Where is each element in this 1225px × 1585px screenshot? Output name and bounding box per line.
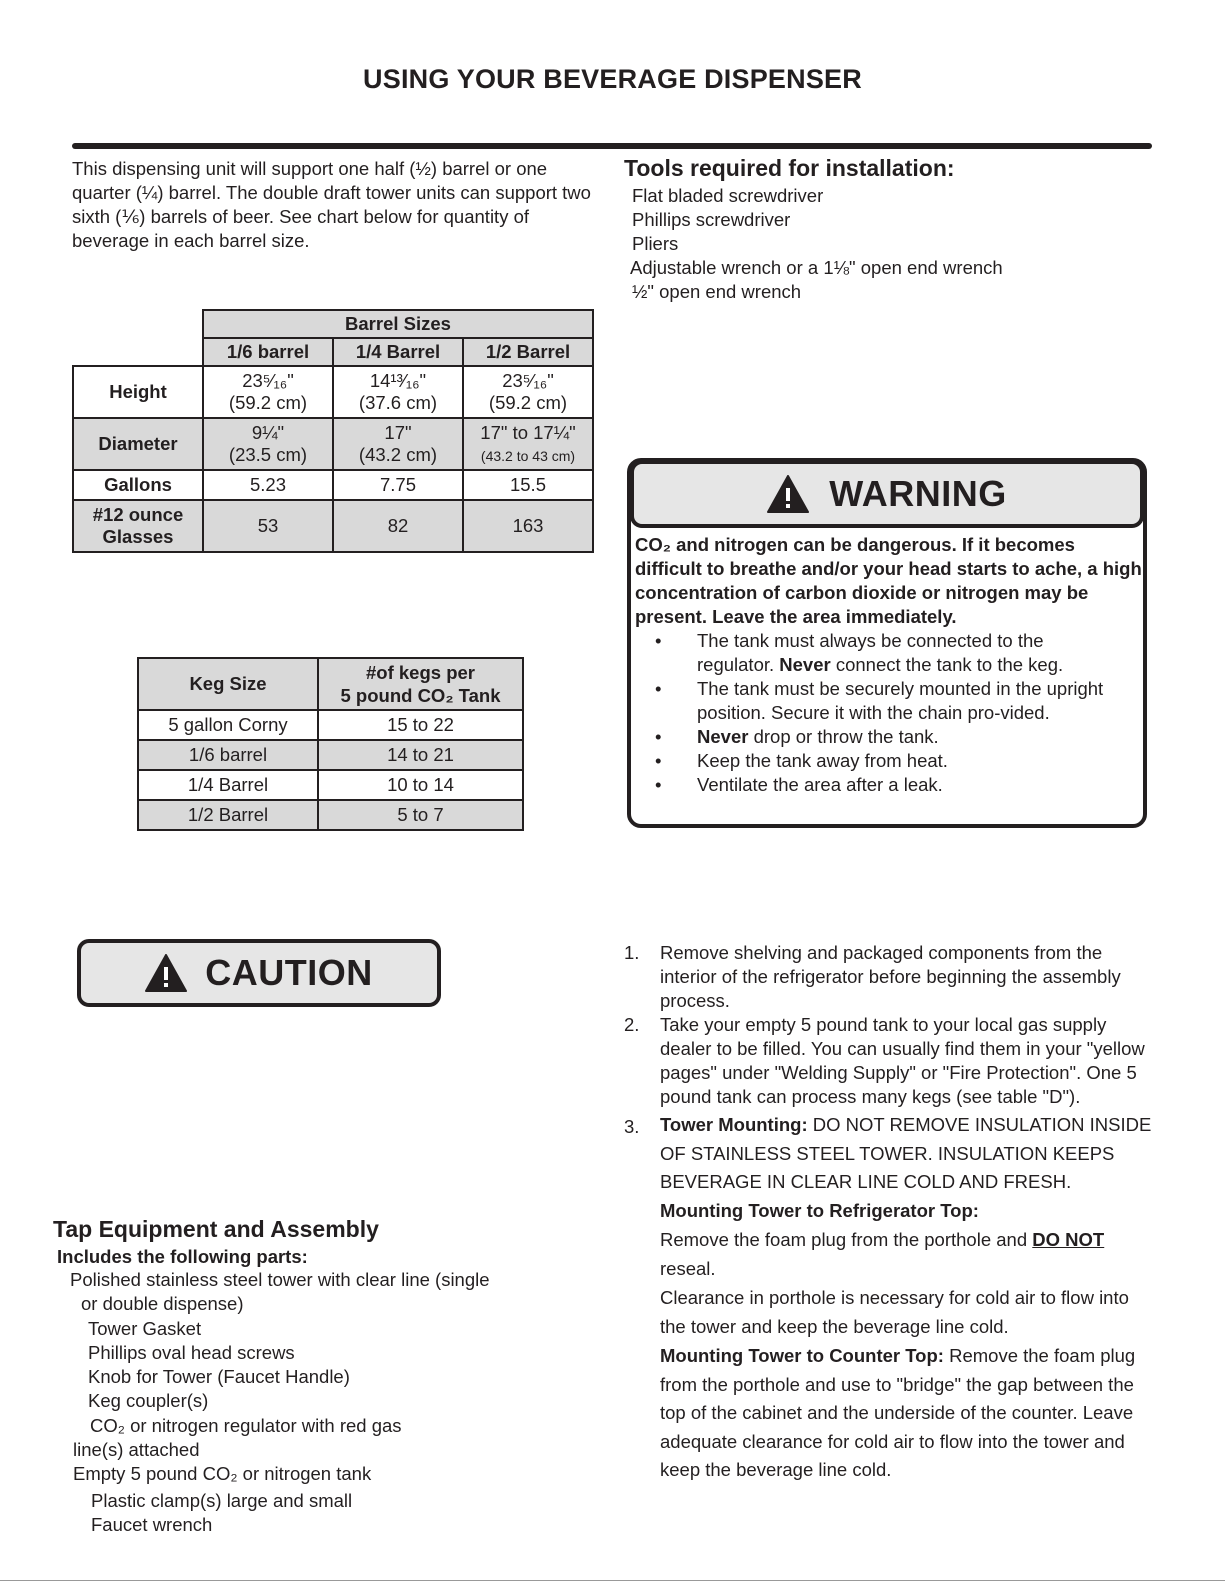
tool-item: Adjustable wrench or a 1⅛" open end wrench	[630, 257, 1003, 278]
warning-list	[655, 629, 1125, 797]
column-header: #of kegs per 5 pound CO₂ Tank	[318, 658, 523, 710]
caution-triangle-icon	[145, 954, 187, 992]
warning-item: • Ventilate the area after a leak.	[655, 774, 943, 795]
tap-subheading: Includes the following parts:	[57, 1246, 308, 1267]
table-cell: 10 to 14	[318, 770, 523, 800]
warning-triangle-icon	[767, 475, 809, 513]
table-row	[73, 500, 593, 552]
table-cell: 5 gallon Corny	[138, 710, 318, 740]
table-cell: 1/4 Barrel	[138, 770, 318, 800]
part-item: or double dispense)	[81, 1293, 244, 1314]
tools-list	[632, 184, 1003, 304]
table-row	[138, 710, 523, 740]
table-row	[138, 740, 523, 770]
row-label: #12 ounce Glasses	[73, 500, 203, 552]
table-row	[73, 366, 593, 418]
intro-paragraph: This dispensing unit will support one half (½) barrel or one quarter (¼) barrel. The double draft tower units can support two sixth (⅙) barrels of beer. See chart below for quantity of beverage in each barrel size.	[72, 158, 591, 251]
table-cell: 53	[203, 500, 333, 552]
step-item: 2. Take your empty 5 pound tank to your local gas supply dealer to be filled. You can usually find them in your "yellow pages" under "Welding Supply" or "Fire Protection". One 5 pound tank can process many kegs (see table "D").	[624, 1014, 1145, 1107]
part-item: line(s) attached	[73, 1439, 200, 1460]
part-item: Knob for Tower (Faucet Handle)	[88, 1366, 350, 1387]
table-cell: 5.23	[203, 470, 333, 500]
tap-heading: Tap Equipment and Assembly	[53, 1216, 379, 1242]
table-cell: 1/6 barrel	[138, 740, 318, 770]
column-header: 1/4 Barrel	[333, 338, 463, 366]
table-row	[138, 770, 523, 800]
barrel-sizes-table	[72, 309, 594, 553]
table-cell: 15 to 22	[318, 710, 523, 740]
column-header: 1/2 Barrel	[463, 338, 593, 366]
warning-item: • The tank must always be connected to the regulator. Never connect the tank to the keg.	[655, 630, 1064, 675]
part-item: Plastic clamp(s) large and small	[91, 1490, 353, 1511]
warning-item: • Keep the tank away from heat.	[655, 750, 948, 771]
warning-header	[630, 460, 1144, 528]
page-title: USING YOUR BEVERAGE DISPENSER	[363, 64, 862, 94]
warning-item: • The tank must be securely mounted in the upright position. Secure it with the chain pro-vided.	[655, 678, 1104, 723]
column-header: 1/6 barrel	[203, 338, 333, 366]
table-cell: 17" to 17¼" (43.2 to 43 cm)	[463, 418, 593, 470]
part-item: CO₂ or nitrogen regulator with red gas	[90, 1415, 402, 1436]
step-item: 3. Tower Mounting: DO NOT REMOVE INSULATION INSIDE OF STAINLESS STEEL TOWER. INSULATION KEEPS BEVERAGE IN CLEAR LINE COLD AND FRESH. Mounting Tower to Refrigerator Top: Remove the foam plug from the porthole and DO NOT reseal. Clearance in porthole is necessary for cold air to flow into the tower and keep the beverage line cold. Mounting Tower to Counter Top: Remove the foam plug from the porthole and use to "bridge" the gap between the top of the cabinet and the underside of the counter. Leave adequate clearance for cold air to flow into the tower and keep the beverage line cold.	[624, 1114, 1152, 1480]
caution-label: CAUTION	[205, 952, 373, 993]
warning-label: WARNING	[829, 473, 1007, 514]
table-cell: 7.75	[333, 470, 463, 500]
tools-heading: Tools required for installation:	[624, 155, 955, 181]
page-bottom-edge	[0, 1580, 1225, 1581]
part-item: Faucet wrench	[91, 1514, 213, 1535]
warning-item: • Never drop or throw the tank.	[655, 726, 939, 747]
table-cell: 163	[463, 500, 593, 552]
tool-item: Flat bladed screwdriver	[632, 185, 824, 206]
table-cell: 15.5	[463, 470, 593, 500]
part-item: Polished stainless steel tower with clear line (single	[70, 1269, 490, 1290]
keg-table	[137, 657, 524, 831]
step-item: 1. Remove shelving and packaged components from the interior of the refrigerator before beginning the assembly process.	[624, 942, 1121, 1011]
table-cell: 23⁵⁄₁₆" (59.2 cm)	[463, 366, 593, 418]
row-label: Diameter	[73, 418, 203, 470]
barrel-sizes-group-header: Barrel Sizes	[203, 310, 593, 338]
table-cell: 17" (43.2 cm)	[333, 418, 463, 470]
caution-box	[77, 939, 441, 1007]
title-rule	[72, 143, 1152, 149]
assembly-steps	[624, 941, 1154, 1485]
tool-item: Phillips screwdriver	[632, 209, 791, 230]
table-cell: 1/2 Barrel	[138, 800, 318, 830]
table-cell: 82	[333, 500, 463, 552]
part-item: Phillips oval head screws	[88, 1342, 295, 1363]
warning-intro: CO₂ and nitrogen can be dangerous. If it becomes difficult to breathe and/or your head starts to ache, a high concentration of carbon dioxide or nitrogen may be present. Leave the area immediately.	[635, 534, 1142, 627]
part-item: Tower Gasket	[88, 1318, 202, 1339]
tool-item: ½" open end wrench	[632, 281, 802, 302]
table-row	[73, 470, 593, 500]
row-label: Height	[73, 366, 203, 418]
table-cell: 23⁵⁄₁₆" (59.2 cm)	[203, 366, 333, 418]
table-cell: 14¹³⁄₁₆" (37.6 cm)	[333, 366, 463, 418]
tool-item: Pliers	[632, 233, 679, 254]
table-cell: 14 to 21	[318, 740, 523, 770]
row-label: Gallons	[73, 470, 203, 500]
table-cell: 5 to 7	[318, 800, 523, 830]
part-item: Keg coupler(s)	[88, 1390, 209, 1411]
column-header: Keg Size	[138, 658, 318, 710]
table-row	[73, 418, 593, 470]
part-item: Empty 5 pound CO₂ or nitrogen tank	[73, 1463, 372, 1484]
table-row	[138, 800, 523, 830]
table-cell: 9¼" (23.5 cm)	[203, 418, 333, 470]
